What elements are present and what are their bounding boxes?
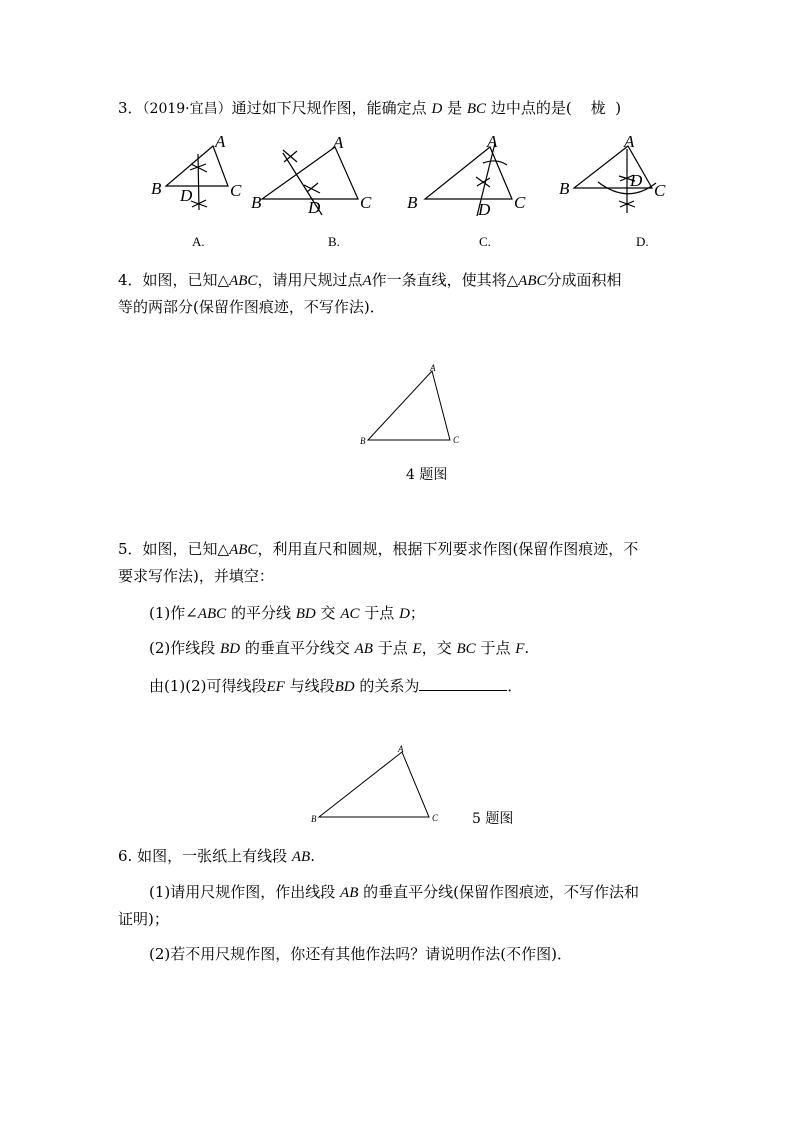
q6-stem (118, 846, 315, 867)
q5-seg-ab: AB (354, 641, 373, 657)
q5-text: ； (409, 604, 425, 622)
q4-text: 作一条直线，使其将△ (371, 271, 519, 289)
q5-stem-line2: 要求写作法)，并填空： (118, 567, 274, 585)
q5-seg-bd: BD (334, 679, 355, 695)
q3-figure-c (425, 143, 512, 216)
q3-source: （2019·宜昌） (142, 101, 232, 117)
q3-d-label-D: D (630, 171, 643, 190)
q6-part2: (2)若不用尺规作图，你还有其他作法吗？请说明作法(不作图)． (149, 945, 572, 963)
q4-triangle-abc: ABC (229, 273, 258, 289)
q5-seg-ef: EF (266, 679, 285, 695)
q3-d-label-B: B (559, 179, 570, 198)
q3-option-b: B. (328, 234, 340, 249)
q3-text: 是 (447, 99, 463, 117)
q5-text: ，交 (421, 639, 452, 657)
q4-text: 分成面积相 (546, 271, 622, 289)
q5-text: (1)作∠ (149, 604, 198, 622)
q3-c-label-C: C (514, 193, 526, 212)
q6-part1-line1 (149, 882, 639, 903)
q6-text: . (310, 847, 315, 865)
q3-option-c: C. (479, 234, 491, 249)
q6-part1-line2: 证明)； (118, 910, 169, 928)
q5-stem-line1 (118, 539, 638, 560)
q5-text: (2)作线段 (149, 639, 216, 657)
q3-d-label-C: C (654, 181, 666, 200)
q3-c-label-B: B (407, 193, 418, 212)
q3-number: 3． (118, 99, 143, 117)
q3-b-label-A: A (333, 133, 344, 152)
q4-text: ，请用尺规过点 (257, 271, 363, 289)
q5-seg-bd: BD (295, 606, 316, 622)
q5-point-f: F (515, 641, 525, 657)
q3-b-label-C: C (360, 193, 372, 212)
q5-seg-ac: AC (340, 606, 360, 622)
q5-text: 的平分线 (230, 604, 291, 622)
q5-part1 (149, 603, 425, 624)
q5-point-e: E (412, 641, 422, 657)
q4-text: 4．如图，已知△ (118, 271, 230, 289)
q4-label-B: B (360, 436, 366, 446)
q4-stem-line2: 等的两部分(保留作图痕迹，不写作法)． (118, 298, 385, 316)
q3-figure-d (574, 146, 656, 213)
q5-part2 (149, 638, 529, 659)
q3-point-d: D (431, 101, 443, 117)
q5-triangle-abc: ABC (229, 542, 258, 558)
q5-text: 于点 (377, 639, 408, 657)
q3-c-label-A: A (487, 132, 498, 151)
q4-triangle-abc: ABC (518, 273, 547, 289)
q3-answer: 栊 (571, 99, 616, 117)
q3-c-label-D: D (478, 200, 491, 219)
q4-stem-line1 (118, 270, 622, 291)
q5-part3 (149, 676, 522, 697)
q5-angle-abc: ABC (197, 606, 227, 622)
q3-d-label-A: A (624, 132, 635, 151)
q3-text: 边中点的是( (490, 99, 572, 117)
q5-point-d: D (399, 606, 410, 622)
q5-label-C: C (432, 813, 439, 823)
q5-text: 交 (320, 604, 336, 622)
q5-figure (311, 744, 439, 824)
q6-text: 6. 如图，一张纸上有线段 (118, 847, 288, 865)
q3-seg-bc: BC (466, 101, 487, 117)
q5-text: 的关系为 (359, 677, 420, 695)
q5-text: 5．如图，已知△ (118, 540, 230, 558)
q5-label-A: A (398, 744, 404, 754)
q3-text: 通过如下尺规作图，能确定点 (231, 99, 427, 117)
q5-answer-blank[interactable] (419, 676, 507, 691)
q5-text: . (524, 639, 530, 657)
q5-text: 与线段 (289, 677, 335, 695)
q5-seg-bc: BC (456, 641, 476, 657)
q5-caption: 5 题图 (472, 811, 514, 827)
q5-text: ，利用直尺和圆规，根据下列要求作图(保留作图痕迹，不 (257, 540, 639, 558)
q3-a-label-D: D (180, 186, 193, 205)
q5-seg-bd: BD (220, 641, 241, 657)
q6-text: (1)请用尺规作图，作出线段 (149, 883, 336, 901)
q3-option-a: A. (192, 234, 205, 249)
q5-label-B: B (311, 814, 317, 824)
q4-point-a: A (362, 273, 372, 289)
q5-text: 于点 (364, 604, 395, 622)
q6-seg-ab: AB (291, 849, 311, 865)
q3-text: ) (615, 99, 622, 117)
q4-label-C: C (453, 435, 460, 445)
q3-b-label-B: B (251, 193, 262, 212)
q3-b-label-D: D (308, 198, 321, 217)
q5-text: 的垂直平分线交 (244, 639, 350, 657)
q5-text: 于点 (480, 639, 511, 657)
q6-text: 的垂直平分线(保留作图痕迹，不写作法和 (363, 883, 639, 901)
q4-caption: 4 题图 (406, 467, 448, 483)
q3-a-label-B: B (151, 179, 162, 198)
q3-option-d: D. (636, 234, 649, 249)
q4-figure (360, 363, 460, 446)
q5-text: 由(1)(2)可得线段 (149, 677, 267, 695)
q3-a-label-C: C (230, 181, 242, 200)
q4-label-A: A (430, 363, 436, 373)
q5-text: ． (507, 677, 523, 695)
q6-seg-ab: AB (340, 885, 359, 901)
q3-figure-a (166, 146, 228, 210)
q3-a-label-A: A (215, 132, 226, 151)
